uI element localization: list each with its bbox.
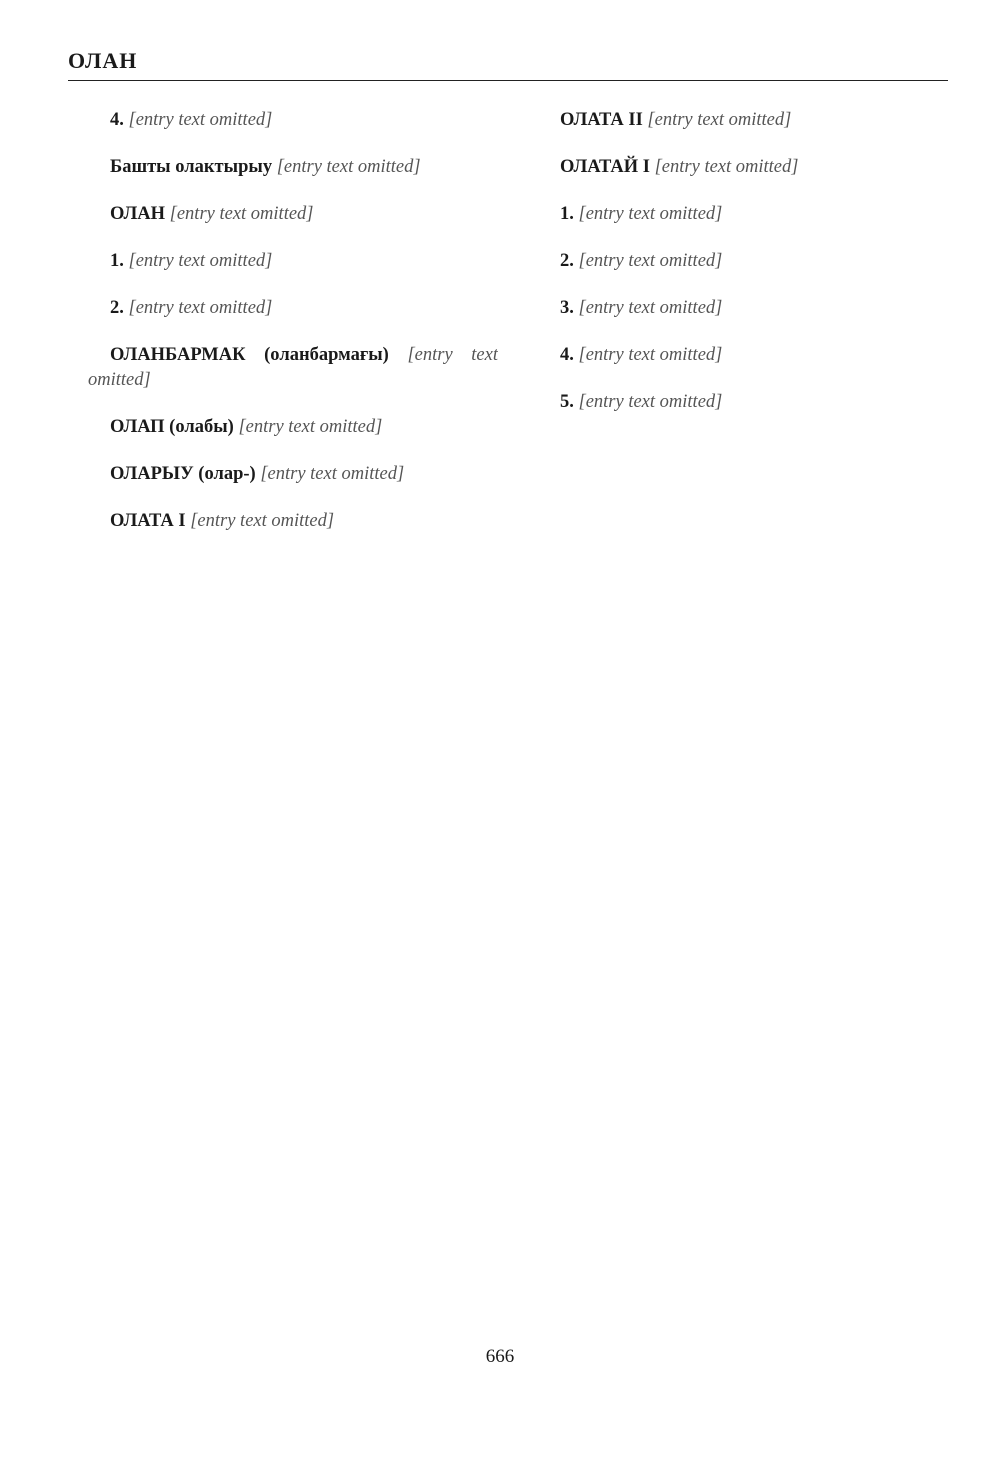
dictionary-entry [88, 509, 498, 534]
entry-headword: ОЛАН [110, 204, 166, 224]
right-column [538, 108, 948, 1336]
entry-text-placeholder: [entry text omitted] [578, 345, 723, 365]
dictionary-entry [538, 249, 948, 274]
entry-text-placeholder: [entry text omitted] [578, 298, 723, 318]
dictionary-entry [88, 415, 498, 440]
dictionary-entry [88, 202, 498, 227]
dictionary-entry [538, 202, 948, 227]
entry-headword: ОЛАНБАРМАК (оланбармағы) [110, 345, 389, 365]
text-columns [88, 108, 948, 1336]
entry-headword: 1. [560, 204, 574, 224]
entry-text-placeholder: [entry text omitted] [238, 417, 383, 437]
entry-headword: 4. [110, 110, 124, 130]
dictionary-entry [88, 155, 498, 180]
dictionary-entry [88, 296, 498, 321]
entry-headword: 4. [560, 345, 574, 365]
dictionary-entry [88, 343, 498, 393]
entry-text-placeholder: [entry text omitted] [578, 204, 723, 224]
dictionary-entry [88, 249, 498, 274]
entry-text-placeholder: [entry text omitted] [260, 464, 405, 484]
dictionary-entry [88, 108, 498, 133]
left-column [88, 108, 498, 1336]
running-head: ОЛАН [68, 48, 138, 73]
entry-headword: ОЛАРЫУ (олар-) [110, 464, 256, 484]
entry-headword: ОЛАТАЙ I [560, 157, 650, 177]
dictionary-entry [538, 155, 948, 180]
entry-text-placeholder: [entry text omitted] [128, 110, 273, 130]
entry-headword: ОЛАТА II [560, 110, 643, 130]
entry-headword: 2. [560, 251, 574, 271]
dictionary-entry [538, 390, 948, 415]
entry-headword: 3. [560, 298, 574, 318]
entry-text-placeholder: [entry text omitted] [169, 204, 314, 224]
entry-text-placeholder: [entry text omitted] [654, 157, 799, 177]
dictionary-entry [538, 296, 948, 321]
entry-text-placeholder: [entry text omitted] [578, 392, 723, 412]
entry-headword: ОЛАТА I [110, 511, 186, 531]
entry-headword: ОЛАП (олабы) [110, 417, 234, 437]
dictionary-entry [88, 462, 498, 487]
page-number: 666 [485, 1346, 515, 1367]
entry-text-placeholder: [entry text omitted] [578, 251, 723, 271]
entry-headword: Башты олактырыу [110, 157, 273, 177]
entry-text-placeholder: [entry text omitted] [276, 157, 421, 177]
entry-text-placeholder: [entry text omitted] [128, 298, 273, 318]
entry-text-placeholder: [entry text omitted] [88, 345, 498, 390]
entry-text-placeholder: [entry text omitted] [190, 511, 335, 531]
entry-text-placeholder: [entry text omitted] [128, 251, 273, 271]
dictionary-entry [538, 343, 948, 368]
dictionary-entry [538, 108, 948, 133]
entry-headword: 5. [560, 392, 574, 412]
entry-headword: 2. [110, 298, 124, 318]
header-rule [68, 80, 948, 81]
entry-text-placeholder: [entry text omitted] [647, 110, 792, 130]
entry-headword: 1. [110, 251, 124, 271]
